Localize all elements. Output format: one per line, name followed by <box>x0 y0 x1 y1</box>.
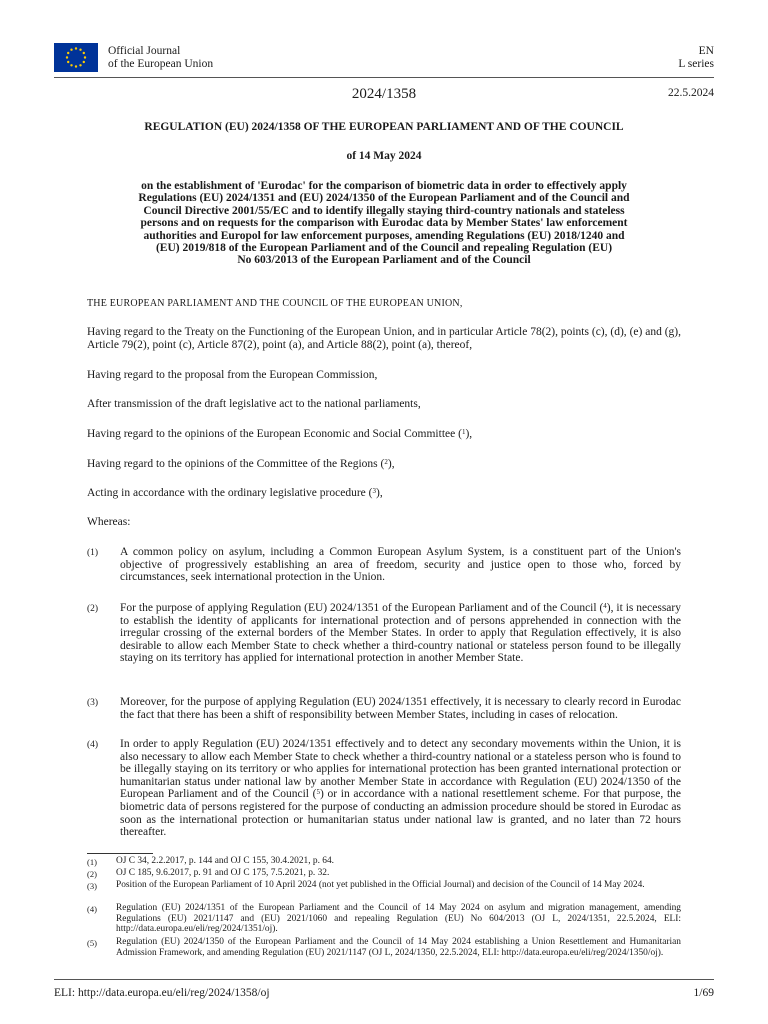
footnote-ref[interactable]: 4 <box>603 602 607 610</box>
citation-proposal: Having regard to the proposal from the European Commission, <box>87 369 378 381</box>
footnote-ref[interactable]: 3 <box>372 487 376 495</box>
journal-title <box>108 45 213 71</box>
footnote-divider <box>87 853 153 854</box>
document-number: 2024/1358 <box>351 86 417 102</box>
subject-line: on the establishment of 'Eurodac' for the comparison of biometric data in order to effectively apply <box>141 180 627 192</box>
citation-cor-text: Having regard to the opinions of the Committee of the Regions <box>87 458 378 470</box>
footnote-number: (1) <box>87 857 97 867</box>
citation-transmission: After transmission of the draft legislative act to the national parliaments, <box>87 398 421 410</box>
citation-procedure: Acting in accordance with the ordinary legislative procedure ($^3$), <box>87 487 383 499</box>
footnote-text: Position of the European Parliament of 10 April 2024 (not yet published in the Official Journal) and decision of the Council of 14 May 2024. <box>116 880 645 890</box>
eu-flag-logo <box>54 43 98 72</box>
regulation-subject <box>110 180 658 267</box>
subject-line: persons and on requests for the comparison with Eurodac data by Member States' law enforcement <box>140 217 628 230</box>
header-divider <box>54 77 714 78</box>
subject-line: authorities and Europol for law enforcement purposes, amending Regulations (EU) 2018/1240 and <box>143 229 625 242</box>
subject-line: No 603/2013 of the European Parliament and of the Council <box>237 254 531 267</box>
footnote-ref[interactable]: 2 <box>384 458 388 466</box>
footnote-ref[interactable]: 5 <box>316 788 320 797</box>
recital-number: (1) <box>87 548 99 558</box>
footnote-text: Regulation (EU) 2024/1351 of the European Parliament and the Council of 14 May 2024 on asylum and migration management, amending Regulations (EU) 2021/1147 and (EU) 2021/1060 and repealing Regulation (EU) No 604/2013 (OJ L, 2024/1351, 22.5.2024, ELI: http://data.europa.eu/eli/reg/2024/1351/oj). <box>116 903 681 935</box>
footer-divider <box>54 979 714 980</box>
series-label: L series <box>678 58 714 70</box>
footnote-number: (5) <box>87 938 97 948</box>
footnote-number: (3) <box>87 881 97 891</box>
eli-link[interactable]: ELI: http://data.europa.eu/eli/reg/2024/1358/oj <box>54 987 270 999</box>
footnote-text: OJ C 34, 2.2.2017, p. 144 and OJ C 155, 30.4.2021, p. 64. <box>116 856 334 866</box>
regulation-title: REGULATION (EU) 2024/1358 OF THE EUROPEAN PARLIAMENT AND OF THE COUNCIL <box>144 121 624 133</box>
subject-line: Regulations (EU) 2024/1351 and (EU) 2024/1350 of the European Parliament and of the Council and <box>138 192 630 205</box>
footnote-text: Regulation (EU) 2024/1350 of the European Parliament and the Council of 14 May 2024 establishing a Union Resettlement and Humanitarian Admission Framework, and amending Regulation (EU) 2021/1147 (OJ L, 2024/1350, 22.5.2024, ELI: http://data.europa.eu/eli/reg/2024/1350/oj). <box>116 937 681 958</box>
recital-number: (4) <box>87 740 99 750</box>
whereas-heading: Whereas: <box>87 516 131 528</box>
recital-text-part: For the purpose of applying Regulation (EU) 2024/1351 of the European Parliament and of the Council <box>120 602 597 614</box>
recital-number: (2) <box>87 604 99 614</box>
footnote-number: (4) <box>87 904 97 914</box>
journal-title-line1: Official Journal <box>108 45 181 57</box>
citation-cor: Having regard to the opinions of the Committee of the Regions ($^2$), <box>87 458 395 470</box>
footnote-number: (2) <box>87 869 97 879</box>
recital-text-part: In order to apply Regulation (EU) 2024/1351 effectively and to detect any secondary movements within the Union, it is also necessary to allow each Member State to check whether a third-country national or a stateless person who is found to be illegally staying on its territory or who applies for international protection has been granted international protection or humanitarian status under national law by another Member State in accordance with Regulation (EU) 2024/1350 of the European Parliament and of the Council <box>120 738 681 801</box>
recital-text: Moreover, for the purpose of applying Regulation (EU) 2024/1351 effectively, it is necessary to clearly record in Eurodac the fact that there has been a shift of responsibility between Member States, including in cases of relocation. <box>120 696 681 721</box>
journal-title-line2: of the European Union <box>108 58 214 70</box>
citation-eesc: Having regard to the opinions of the European Economic and Social Committee ($^1$), <box>87 428 473 440</box>
recital-text-part: , it is necessary to establish the identity of applicants for international protection and of persons apprehended in connection with the irregular crossing of the external borders of the Member States. In order to apply that Regulation effectively, it is also desirable to allow each Member State to check whether a third-country national or stateless person found to be illegally staying on its territory has applied for international protection in another Member State. <box>120 602 681 665</box>
citation-eesc-text: Having regard to the opinions of the European Economic and Social Committee <box>87 428 456 440</box>
footnote-ref[interactable]: 1 <box>461 428 466 436</box>
recital-text-part: or in accordance with a national resettlement scheme. For that purpose, the biometric data of persons registered for the purpose of conducting an admission procedure should be stored in Eurodac as soon as the international protection or humanitarian status under national law is granted, and no later than 72 hours thereafter. <box>120 788 681 839</box>
recital-text: A common policy on asylum, including a Common European Asylum System, is a constituent part of the Union's objective of progressively establishing an area of freedom, security and justice open to those who, forced by circumstances, seek international protection in the Union. <box>120 546 681 584</box>
citation-treaty: Having regard to the Treaty on the Functioning of the European Union, and in particular Article 78(2), points (c), (d), (e) and (g), Article 79(2), point (c), Article 87(2), point (a), and Article 88(2), point (a), thereof, <box>87 326 681 351</box>
regulation-date: of 14 May 2024 <box>346 150 422 162</box>
preamble-intro: THE EUROPEAN PARLIAMENT AND THE COUNCIL OF THE EUROPEAN UNION, <box>87 298 463 309</box>
recital-text: In order to apply Regulation (EU) 2024/1351 effectively and to detect any secondary movements within the Union, it is also necessary to allow each Member State to check whether a third-country national or a stateless person who is found to be illegally staying on its territory or who applies for international protection has been granted international protection or humanitarian status under national law by another Member State in accordance with Regulation (EU) 2024/1350 of the European Parliament and of the Council ($^5$) or in accordance with a national resettlement scheme. For that purpose, the biometric data of persons registered for the purpose of conducting an admission procedure should be stored in Eurodac as soon as the international protection or humanitarian status under national law is granted, and no later than 72 hours thereafter. <box>120 738 681 839</box>
subject-line: Council Directive 2001/55/EC and to identify illegally staying third-country nationals and stateless <box>143 204 625 217</box>
recital-text: For the purpose of applying Regulation (EU) 2024/1351 of the European Parliament and of the Council ($^4$), it is necessary to establish the identity of applicants for international protection and of persons apprehended in connection with the irregular crossing of the external borders of the Member States. In order to apply that Regulation effectively, it is also desirable to allow each Member State to check whether a third-country national or stateless person found to be illegally staying on its territory has applied for international protection in another Member State. <box>120 602 681 665</box>
language-series <box>678 45 714 71</box>
language-code: EN <box>698 45 714 57</box>
page-number: 1/69 <box>693 987 714 999</box>
recital-number: (3) <box>87 698 99 708</box>
subject-line: (EU) 2019/818 of the European Parliament and of the Council and repealing Regulation (EU) <box>155 242 613 255</box>
footnote-text: OJ C 185, 9.6.2017, p. 91 and OJ C 175, 7.5.2021, p. 32. <box>116 868 330 878</box>
publication-date: 22.5.2024 <box>668 87 714 99</box>
citation-procedure-text: Acting in accordance with the ordinary legislative procedure <box>87 487 366 499</box>
